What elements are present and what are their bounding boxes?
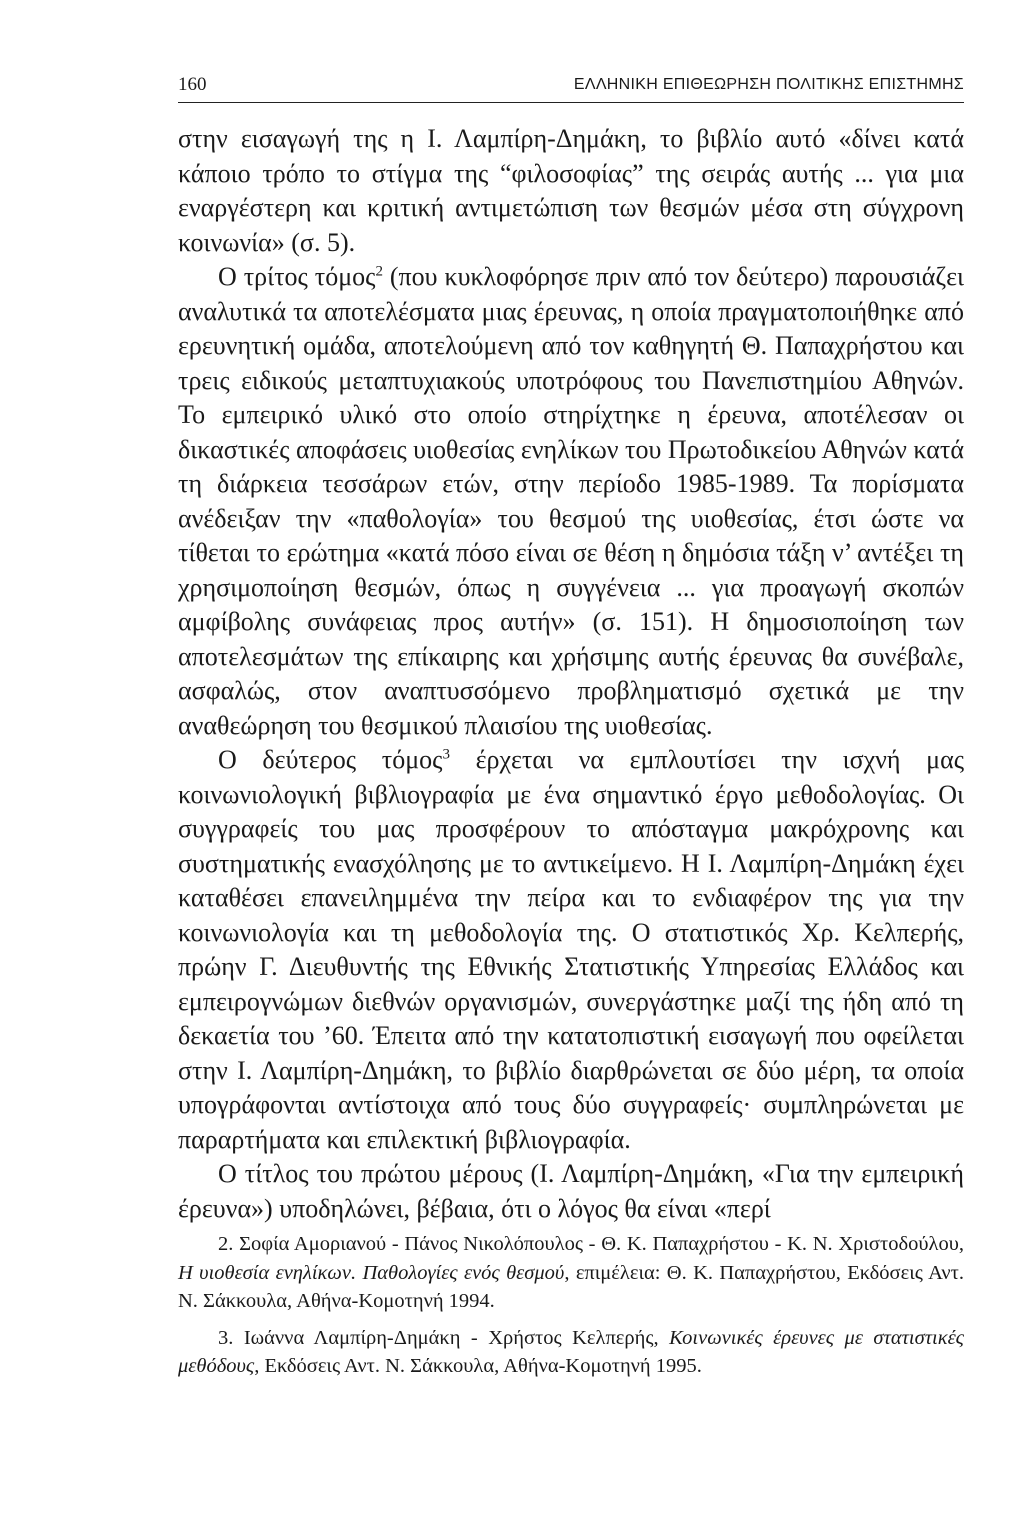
paragraph-3-text: έρχεται να εμπλουτίσει την ισχνή μας κοινωνιολογική βιβλιογραφία με ένα σημαντικό έργο μεθοδολογίας. Οι συγγραφείς του μας προσφέρουν το απόσταγμα μακρόχρονης και συστηματικής ενασχόλησης με το αντικείμενο. Η Ι. Λαμπίρη-Δημάκη έχει καταθέσει επανειλημμένα την πείρα και το ενδιαφέρον της για την κοινωνιολογία και τη μεθοδολογία της. Ο στατιστικός Χρ. Κελπερής, πρώην Γ. Διευθυντής της Εθνικής Στατιστικής Υπηρεσίας Ελλάδος και εμπειρογνώμων διεθνών οργανισμών, συνεργάστηκε μαζί της ήδη από τη δεκαετία του ’60. Έπειτα από την κατατοπιστική εισαγωγή που οφείλεται στην Ι. Λαμπίρη-Δημάκη, το βιβλίο διαρθρώνεται σε δύο μέρη, τα οποία υπογράφονται αντίστοιχα από τους δύο συγγραφείς· συμπληρώνεται με παραρτήματα και επιλεκτική βιβλιογραφία. [178,745,964,1154]
footnote-3-publisher: , Εκδόσεις Αντ. Ν. Σάκκουλα, Αθήνα-Κομοτηνή 1995. [254,1355,702,1377]
footnote-ref-3[interactable]: 3 [442,746,450,763]
footnote-2-publisher: , επιμέλεια: Θ. Κ. Παπαχρήστου, Εκδόσεις Αντ. Ν. Σάκκουλα, Αθήνα-Κομοτηνή 1994. [178,1261,964,1312]
paragraph-2 [178,260,964,743]
footnote-2 [178,1230,964,1316]
body-text [178,122,964,1226]
paragraph-4-text: Ο τίτλος του πρώτου μέρους (Ι. Λαμπίρη-Δημάκη, «Για την εμπειρική έρευνα») υποδηλώνει, βέβαια, ότι ο λόγος θα είναι «περί [178,1159,964,1223]
paragraph-4 [178,1157,964,1226]
paragraph-2-lead: Ο τρίτος τόμος [218,262,376,291]
paragraph-1 [178,122,964,260]
footnote-3-title: Κοινωνικές έρευνες με στατιστικές μεθόδους [178,1326,964,1377]
journal-title: ΕΛΛΗΝΙΚΗ ΕΠΙΘΕΩΡΗΣΗ ΠΟΛΙΤΙΚΗΣ ΕΠΙΣΤΗΜΗΣ [573,76,964,93]
footnotes [178,1230,964,1381]
footnote-ref-2[interactable]: 2 [375,263,383,280]
running-header [178,70,964,103]
paragraph-3 [178,743,964,1157]
footnote-2-authors: 2. Σοφία Αμοριανού - Πάνος Νικολόπουλος - Θ. Κ. Παπαχρήστου - Κ. Ν. Χριστοδούλου, [218,1233,964,1255]
page-number: 160 [178,74,207,95]
footnote-2-title: Η υιοθεσία ενηλίκων. Παθολογίες ενός θεσμού [178,1261,565,1284]
footnote-3-authors: 3. Ιωάννα Λαμπίρη-Δημάκη - Χρήστος Κελπερής, [218,1326,670,1349]
paragraph-1-text: στην εισαγωγή της η Ι. Λαμπίρη-Δημάκη, το βιβλίο αυτό «δίνει κατά κάποιο τρόπο το στίγμα της “φιλοσοφίας” της σειράς αυτής ... για μια εναργέστερη και κριτική αντιμετώπιση των θεσμών μέσα στη σύγχρονη κοινωνία» (σ. 5). [178,124,964,257]
paragraph-3-lead: Ο δεύτερος τόμος [218,745,443,774]
paragraph-2-text: (που κυκλοφόρησε πριν από τον δεύτερο) παρουσιάζει αναλυτικά τα αποτελέσματα μιας έρευνας, η οποία πραγματοποιήθηκε από ερευνητική ομάδα, αποτελούμενη από τον καθηγητή Θ. Παπαχρήστου και τρεις ειδικούς μεταπτυχιακούς υποτρόφους του Πανεπιστημίου Αθηνών. Το εμπειρικό υλικό στο οποίο στηρίχτηκε η έρευνα, αποτέλεσαν οι δικαστικές αποφάσεις υιοθεσίας ενηλίκων του Πρωτοδικείου Αθηνών κατά τη διάρκεια τεσσάρων ετών, στην περίοδο 1985-1989. Τα πορίσματα ανέδειξαν την «παθολογία» του θεσμού της υιοθεσίας, έτσι ώστε να τίθεται το ερώτημα «κατά πόσο είναι σε θέση η δημόσια τάξη ν’ αντέξει τη χρησιμοποίηση θεσμών, όπως η συγγένεια ... για προαγωγή σκοπών αμφίβολης συνάφειας προς αυτήν» (σ. 151). Η δημοσιοποίηση των αποτελεσμάτων της επίκαιρης και χρήσιμης αυτής έρευνας θα συνέβαλε, ασφαλώς, στον αναπτυσσόμενο προβληματισμό σχετικά με την αναθεώρηση του θεσμικού πλαισίου της υιοθεσίας. [178,262,965,740]
footnote-3 [178,1324,964,1381]
